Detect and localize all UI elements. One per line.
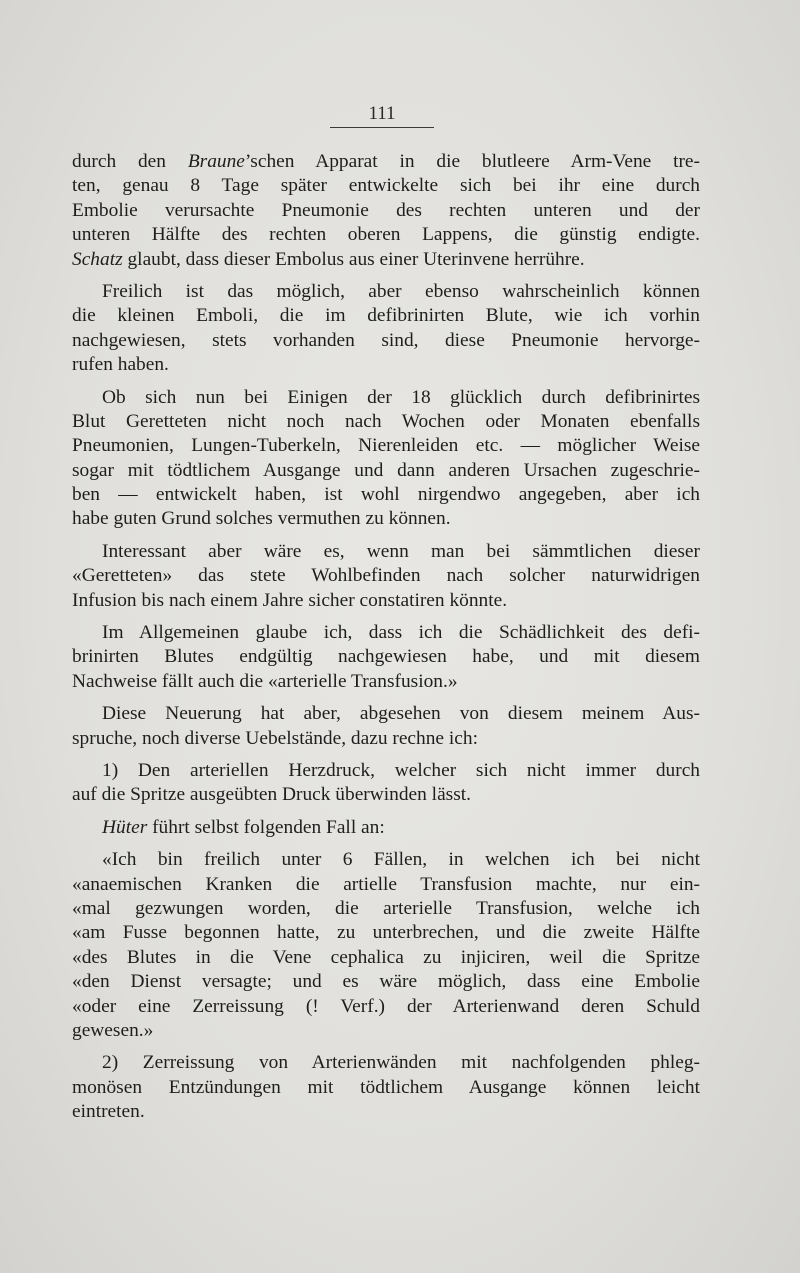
text-line xyxy=(72,483,700,507)
text-run: Freilich ist das möglich, aber ebenso wahrscheinlich können xyxy=(102,280,700,302)
text-run: brinirten Blutes endgültig nachgewiesen habe, und mit diesem xyxy=(72,646,700,668)
text-run: glaubt, dass dieser Embolus aus einer Uterinvene herrühre. xyxy=(122,248,585,270)
text-line xyxy=(72,199,700,223)
text-run: «des Blutes in die Vene cephalica zu injiciren, weil die Spritze xyxy=(72,946,700,968)
paragraph xyxy=(72,280,700,378)
text-run: Pneumonien, Lungen-Tuberkeln, Nierenleiden etc. — möglicher Weise xyxy=(72,435,700,457)
text-run: 2) Zerreissung von Arterienwänden mit nachfolgenden phleg- xyxy=(102,1052,700,1074)
paragraph-gap xyxy=(72,613,700,621)
text-run: «am Fusse begonnen hatte, zu unterbrechen, und die zweite Hälfte xyxy=(72,922,700,944)
text-run: rufen haben. xyxy=(72,354,169,376)
text-run: 1) Den arteriellen Herzdruck, welcher sich nicht immer durch xyxy=(102,759,700,781)
text-line xyxy=(72,727,700,751)
text-run: Nachweise fällt auch die «arterielle Transfusion.» xyxy=(72,670,458,692)
text-run: Interessant aber wäre es, wenn man bei sämmtlichen dieser xyxy=(102,540,700,562)
text-line xyxy=(72,410,700,434)
text-run: monösen Entzündungen mit tödtlichem Ausgange können leicht xyxy=(72,1076,700,1098)
text-line xyxy=(72,970,700,994)
paragraph-gap xyxy=(72,840,700,848)
text-run: sogar mit tödtlichem Ausgange und dann anderen Ursachen zugeschrie- xyxy=(72,459,700,481)
text-run: Infusion bis nach einem Jahre sicher constatiren könnte. xyxy=(72,589,508,611)
paragraph xyxy=(72,848,700,1043)
italic-name: Hüter xyxy=(102,816,148,838)
text-run: ten, genau 8 Tage später entwickelte sich bei ihr eine durch xyxy=(72,175,700,197)
text-run: gewesen.» xyxy=(72,1019,154,1041)
text-line xyxy=(72,174,700,198)
text-run: spruche, noch diverse Uebelstände, dazu rechne ich: xyxy=(72,727,478,749)
text-run: eintreten. xyxy=(72,1101,145,1123)
text-run: durch den xyxy=(72,151,188,172)
text-run: Embolie verursachte Pneumonie des rechten unteren und der xyxy=(72,199,700,221)
text-line xyxy=(72,564,700,588)
text-run: Im Allgemeinen glaube ich, dass ich die Schädlichkeit des defi- xyxy=(102,622,700,644)
italic-name: Braune xyxy=(187,151,245,172)
text-run: auf die Spritze ausgeübten Druck überwinden lässt. xyxy=(72,784,472,806)
text-line xyxy=(72,670,700,694)
paragraph xyxy=(72,621,700,694)
text-run: «Ich bin freilich unter 6 Fällen, in welchen ich bei nicht xyxy=(102,849,700,871)
paragraph xyxy=(72,816,700,840)
text-line xyxy=(72,995,700,1019)
text-line xyxy=(72,329,700,353)
text-line xyxy=(72,1019,700,1043)
body-text xyxy=(72,150,700,1124)
text-line xyxy=(72,621,700,645)
text-line xyxy=(72,223,700,247)
text-line xyxy=(72,1100,700,1124)
text-line xyxy=(72,304,700,328)
text-run: Ob sich nun bei Einigen der 18 glücklich durch defibrinirtes xyxy=(102,386,700,408)
text-run: ben — entwickelt haben, ist wohl nirgendwo angegeben, aber ich xyxy=(72,484,700,506)
paragraph xyxy=(72,386,700,532)
text-line xyxy=(72,459,700,483)
paragraph xyxy=(72,702,700,751)
text-line xyxy=(72,759,700,783)
text-line xyxy=(72,1076,700,1100)
text-run: die kleinen Emboli, die im defibrinirten Blute, wie ich vorhin xyxy=(72,305,700,327)
text-run: ’schen Apparat in die blutleere Arm-Vene tre- xyxy=(244,151,700,172)
paragraph-gap xyxy=(72,751,700,759)
text-run: unteren Hälfte des rechten oberen Lappens, die günstig endigte. xyxy=(72,224,700,246)
page-number: 111 xyxy=(368,103,396,124)
text-line xyxy=(72,873,700,897)
text-line xyxy=(72,816,700,840)
paragraph-gap xyxy=(72,694,700,702)
text-run: «oder eine Zerreissung (! Verf.) der Arterienwand deren Schuld xyxy=(72,995,700,1017)
text-line xyxy=(72,386,700,410)
text-line xyxy=(72,897,700,921)
text-run: «den Dienst versagte; und es wäre möglich, dass eine Embolie xyxy=(72,971,700,993)
text-run: «Geretteten» das stete Wohlbefinden nach solcher naturwidrigen xyxy=(72,565,700,587)
text-line xyxy=(72,540,700,564)
text-run: nachgewiesen, stets vorhanden sind, diese Pneumonie hervorge- xyxy=(72,329,700,351)
paragraph-gap xyxy=(72,1043,700,1051)
page-number-rule xyxy=(330,127,434,128)
text-line xyxy=(72,507,700,531)
text-run: habe guten Grund solches vermuthen zu können. xyxy=(72,508,451,530)
paragraph xyxy=(72,540,700,613)
paragraph-gap xyxy=(72,378,700,386)
paragraph xyxy=(72,1051,700,1124)
text-line xyxy=(72,353,700,377)
text-line xyxy=(72,783,700,807)
text-run: Blut Geretteten nicht noch nach Wochen oder Monaten ebenfalls xyxy=(72,410,700,432)
paragraph xyxy=(72,759,700,808)
paragraph-gap xyxy=(72,808,700,816)
paragraph xyxy=(72,150,700,272)
text-run: Diese Neuerung hat aber, abgesehen von diesem meinem Aus- xyxy=(102,703,700,725)
text-run: führt selbst folgenden Fall an: xyxy=(147,816,385,838)
text-line xyxy=(72,150,700,174)
text-line xyxy=(72,946,700,970)
paragraph-gap xyxy=(72,532,700,540)
text-run: «mal gezwungen worden, die arterielle Transfusion, welche ich xyxy=(72,897,700,919)
text-line xyxy=(72,248,700,272)
text-line xyxy=(72,280,700,304)
text-line xyxy=(72,702,700,726)
italic-name: Schatz xyxy=(72,248,123,270)
text-line xyxy=(72,645,700,669)
text-line xyxy=(72,921,700,945)
text-line xyxy=(72,589,700,613)
paragraph-gap xyxy=(72,272,700,280)
text-line xyxy=(72,848,700,872)
text-line xyxy=(72,434,700,458)
text-run: «anaemischen Kranken die artielle Transfusion machte, nur ein- xyxy=(72,873,700,895)
text-line xyxy=(72,1051,700,1075)
